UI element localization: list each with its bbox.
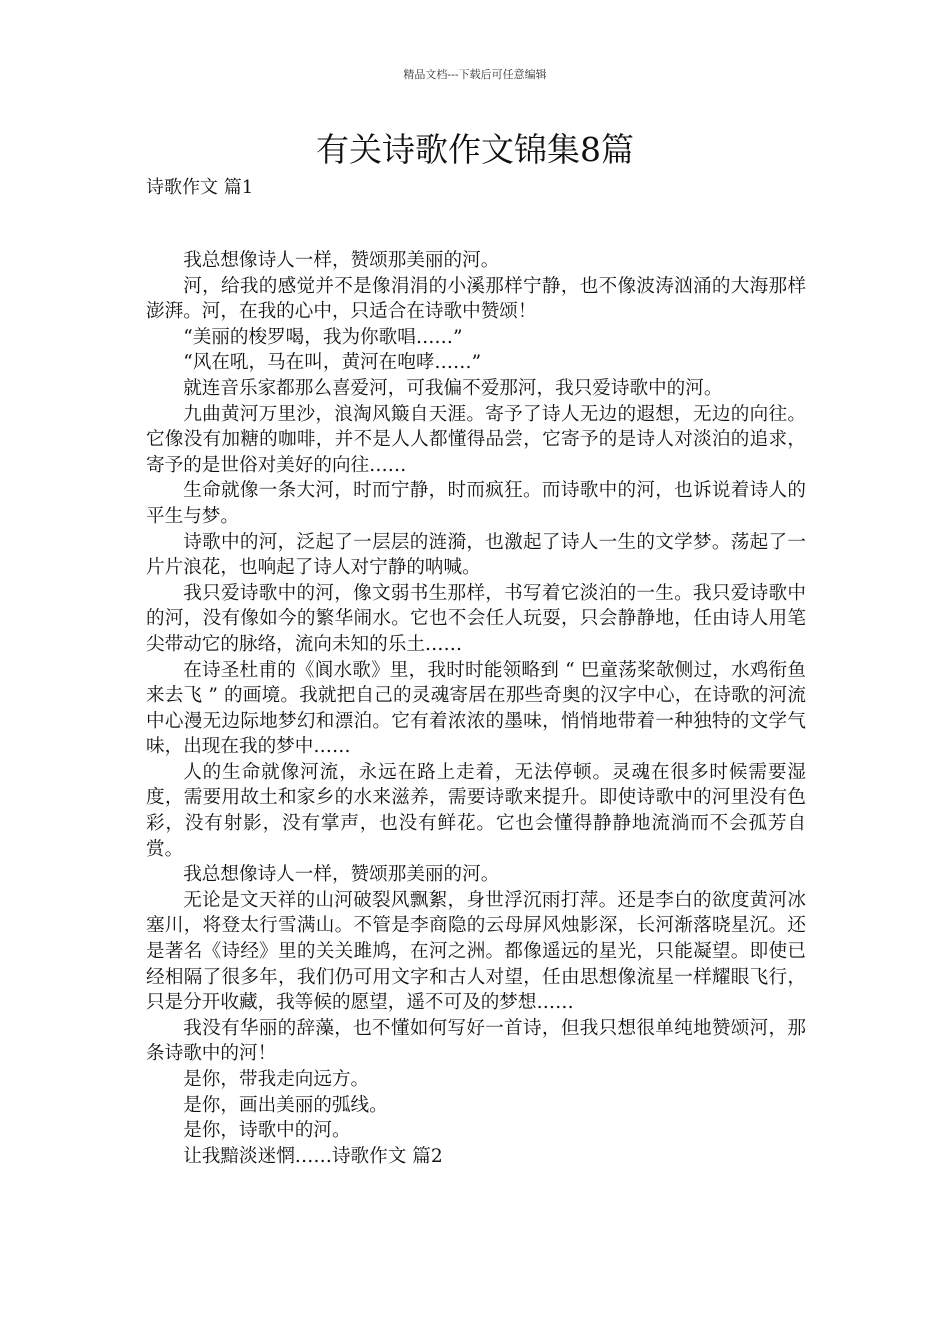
paragraph: 我总想像诗人一样，赞颂那美丽的河。 <box>183 864 500 886</box>
paragraph: 在诗圣杜甫的《阆水歌》里，我时时能领略到 “ 巴童荡桨欹侧过，水鸡衔鱼来去飞 ” 的画境。我就把自己的灵魂寄居在那些奇奥的汉字中心，在诗歌的河流中心漫无边际地梦幻和漂泊。它有着浓浓的墨味，悄悄地带着一种独特的文学气味，出现在我的梦中…… <box>146 659 806 758</box>
paragraph: 是你，带我走向远方。 <box>183 1069 370 1090</box>
section-heading: 诗歌作文 篇1 <box>146 177 254 198</box>
paragraph: 我总想像诗人一样，赞颂那美丽的河。 <box>183 250 500 271</box>
paragraph: 河，给我的感觉并不是像涓涓的小溪那样宁静，也不像波涛汹涌的大海那样澎湃。河，在我的心中，只适合在诗歌中赞颂！ <box>146 275 806 323</box>
paragraph: 人的生命就像河流，永远在路上走着，无法停顿。灵魂在很多时候需要湿度，需要用故土和家乡的水来滋养，需要诗歌来提升。即使诗歌中的河里没有色彩，没有射影，没有掌声，也没有鲜花。它也会懂得静静地流淌而不会孤芳自赏。 <box>146 761 806 860</box>
paragraph: 就连音乐家都那么喜爱河，可我偏不爱那河，我只爱诗歌中的河。 <box>183 377 723 399</box>
paragraph: 是你，诗歌中的河。 <box>183 1120 351 1142</box>
paragraph: 让我黯淡迷惘……诗歌作文 篇2 <box>183 1145 443 1167</box>
paragraph: 我只爱诗歌中的河，像文弱书生那样，书写着它淡泊的一生。我只爱诗歌中的河，没有像如今的繁华闹水。它也不会任人玩耍，只会静静地，任由诗人用笔尖带动它的脉络，流向未知的乐土…… <box>146 582 806 655</box>
paragraph: “美丽的梭罗喝，我为你歌唱……” <box>183 326 463 348</box>
paragraph: 生命就像一条大河，时而宁静，时而疯狂。而诗歌中的河，也诉说着诗人的平生与梦。 <box>146 480 806 527</box>
paragraph: 无论是文天祥的山河破裂风飘絮，身世浮沉雨打萍。还是李白的欲度黄河冰塞川，将登太行雪满山。不管是李商隐的云母屏风烛影深，长河渐落晓星沉。还是著名《诗经》里的关关雎鸠，在河之洲。都像遥远的星光，只能凝望。即使已经相隔了很多年，我们仍可用文字和古人对望，任由思想像流星一样耀眼飞行，只是分开收藏，我等候的愿望，遥不可及的梦想…… <box>146 889 806 1014</box>
header-watermark: 精品文档---下载后可任意编辑 <box>403 68 547 81</box>
paragraph: “风在吼，马在叫，黄河在咆哮……” <box>183 352 482 374</box>
paragraph: 九曲黄河万里沙，浪淘风簸自天涯。寄予了诗人无边的遐想，无边的向往。它像没有加糖的咖啡，并不是人人都懂得品尝，它寄予的是诗人对淡泊的追求，寄予的是世俗对美好的向往…… <box>146 403 806 476</box>
article-body <box>146 248 806 1169</box>
document-title: 有关诗歌作文锦集8篇 <box>316 130 634 169</box>
paragraph: 诗歌中的河，泛起了一层层的涟漪，也激起了诗人一生的文学梦。荡起了一片片浪花，也响起了诗人对宁静的呐喊。 <box>146 531 806 579</box>
paragraph: 我没有华丽的辞藻，也不懂如何写好一首诗，但我只想很单纯地赞颂河，那条诗歌中的河！ <box>146 1017 806 1065</box>
paragraph: 是你，画出美丽的弧线。 <box>183 1094 388 1116</box>
